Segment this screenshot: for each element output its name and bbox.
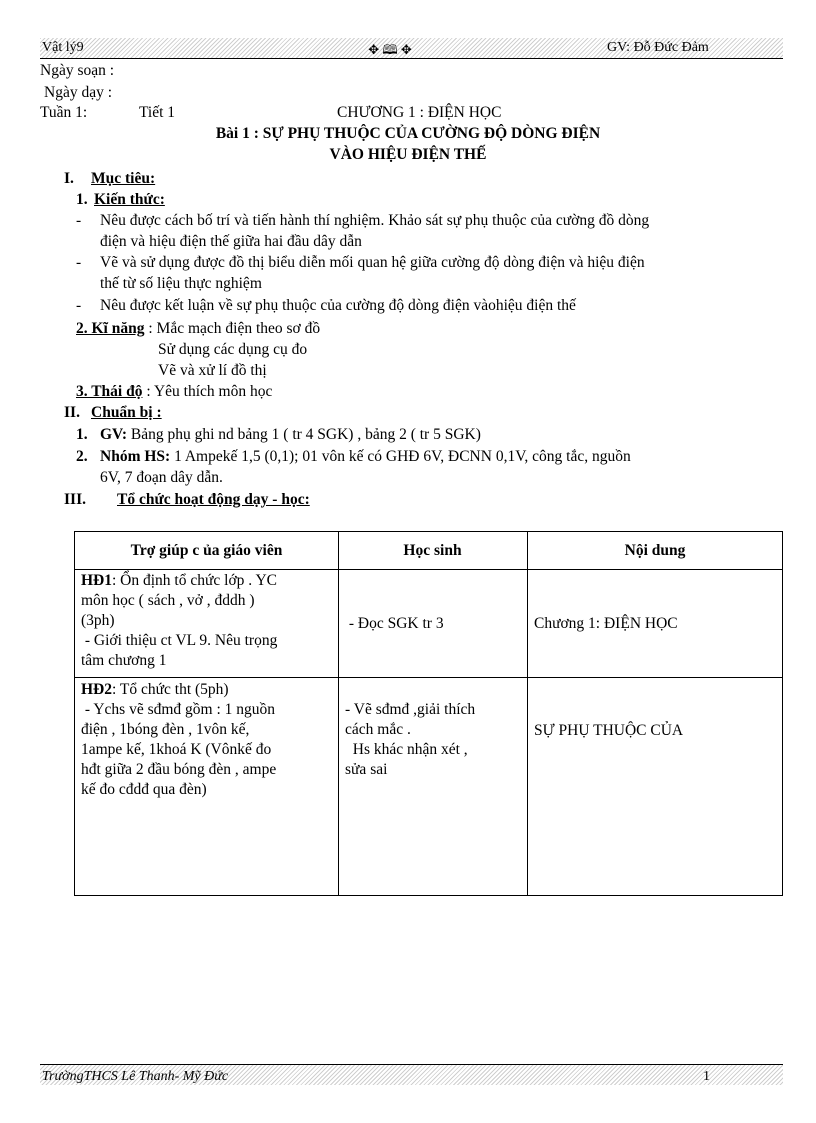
row1-teacher-line: tâm chương 1 xyxy=(81,652,167,669)
prep-item-1-text: Bảng phụ ghi nd bảng 1 ( tr 4 SGK) , bảng 2 ( tr 5 SGK) xyxy=(127,426,481,443)
prep-item-1 xyxy=(100,426,481,444)
prep-date: Ngày soạn : xyxy=(40,62,115,79)
row2-teacher-line: kế đo cđdđ qua đèn) xyxy=(81,781,207,798)
prep-item-2-text: 1 Ampekế 1,5 (0,1); 01 vôn kế có GHĐ 6V, ĐCNN 0,1V, công tắc, nguồn xyxy=(170,448,631,465)
objectives-num: I. xyxy=(64,170,74,187)
table-header-teacher: Trợ giúp c ủa giáo viên xyxy=(130,542,283,559)
period-label: Tiết 1 xyxy=(139,104,176,121)
header-subject: Vật lý9 xyxy=(42,40,84,55)
activities-table xyxy=(74,531,783,896)
row2-content-text: SỰ PHỤ THUỘC CỦA xyxy=(534,722,684,739)
prep-item-2-cont: 6V, 7 đoạn dây dẫn. xyxy=(100,469,223,486)
skills-item-1: Sử dụng các dụng cụ đo xyxy=(158,341,308,358)
row2-student-line: sửa sai xyxy=(345,761,388,778)
activities-heading: Tổ chức hoạt động dạy - học: xyxy=(117,491,310,508)
attitude-heading: 3. Thái độ xyxy=(76,383,143,400)
objectives-heading: Mục tiêu: xyxy=(91,170,156,187)
row1-teacher-label: HĐ1 xyxy=(81,572,112,589)
row2-teacher-line: hđt giữa 2 đầu bóng đèn , ampe xyxy=(81,761,277,778)
row1-teacher-line: (3ph) xyxy=(81,612,115,629)
row1-teacher-cell xyxy=(81,571,336,671)
row1-student-text: - Đọc SGK tr 3 xyxy=(345,615,444,632)
header-teacher: GV: Đỗ Đức Đảm xyxy=(607,40,709,55)
row2-student-line: Hs khác nhận xét , xyxy=(345,741,468,758)
skills-item-2: Vẽ và xử lí đồ thị xyxy=(158,362,267,379)
column-divider xyxy=(527,532,528,895)
attitude-line xyxy=(76,383,272,401)
table-header-student: Học sinh xyxy=(403,542,462,559)
row-divider xyxy=(75,569,782,570)
row2-student-line: - Vẽ sđmđ ,giải thích xyxy=(345,701,476,718)
bullet-dash: - xyxy=(76,297,82,314)
footer-school: TrườngTHCS Lê Thanh- Mỹ Đức xyxy=(42,1069,229,1084)
row2-teacher-line: điện , 1bóng đèn , 1vôn kế, xyxy=(81,721,250,738)
lesson-title-line1: Bài 1 : SỰ PHỤ THUỘC CỦA CƯỜNG ĐỘ DÒNG ĐIỆN xyxy=(215,125,601,142)
knowledge-bullet-3: Nêu được kết luận về sự phụ thuộc của cường độ dòng điện vàohiệu điện thế xyxy=(100,297,576,314)
row1-teacher-line: môn học ( sách , vở , đddh ) xyxy=(81,592,255,609)
row2-teacher-label: HĐ2 xyxy=(81,681,112,698)
knowledge-bullet-1-cont: điện và hiệu điện thế giữa hai đầu dây dẫn xyxy=(100,233,362,250)
skills-line xyxy=(76,320,320,338)
activities-num: III. xyxy=(64,491,86,508)
header-ornament: ✥ 🕮 ✥ xyxy=(368,42,412,57)
row2-teacher-text: : Tổ chức tht (5ph) xyxy=(112,681,229,698)
row2-teacher-line: 1ampe kế, 1khoá K (Vônkế đo xyxy=(81,741,272,758)
page-header xyxy=(40,38,783,59)
column-divider xyxy=(338,532,339,895)
row1-teacher-line: - Giới thiệu ct VL 9. Nêu trọng xyxy=(81,632,278,649)
knowledge-heading: Kiến thức: xyxy=(94,191,165,208)
table-header-content: Nội dung xyxy=(624,542,686,559)
row2-student-cell xyxy=(345,700,525,780)
attitude-text: : Yêu thích môn học xyxy=(142,383,273,400)
page-number: 1 xyxy=(703,1069,710,1084)
row2-teacher-cell xyxy=(81,680,336,800)
knowledge-bullet-1: Nêu được cách bố trí và tiến hành thí nghiệm. Khảo sát sự phụ thuộc của cường đồ dòng xyxy=(100,212,650,229)
lesson-title-line2: VÀO HIỆU ĐIỆN THẾ xyxy=(329,146,487,163)
bullet-dash: - xyxy=(76,212,82,229)
prep-item-2-num: 2. xyxy=(76,448,88,465)
row2-teacher-line xyxy=(81,680,336,700)
skills-heading: 2. Kĩ năng xyxy=(76,320,145,337)
teach-date: Ngày dạy : xyxy=(44,84,113,101)
knowledge-bullet-2: Vẽ và sử dụng được đồ thị biểu diễn mối quan hệ giữa cường độ dòng điện và hiệu điện xyxy=(100,254,645,271)
preparation-num: II. xyxy=(64,404,80,421)
chapter-title: CHƯƠNG 1 : ĐIỆN HỌC xyxy=(337,104,502,121)
prep-item-2 xyxy=(100,448,631,466)
prep-item-2-label: Nhóm HS: xyxy=(100,448,171,465)
row-divider xyxy=(75,677,782,678)
prep-item-1-label: GV: xyxy=(100,426,127,443)
skills-first: : Mắc mạch điện theo sơ đồ xyxy=(144,320,321,337)
page-footer xyxy=(40,1064,783,1085)
bullet-dash: - xyxy=(76,254,82,271)
knowledge-bullet-2-cont: thế từ số liệu thực nghiệm xyxy=(100,275,262,292)
prep-item-1-num: 1. xyxy=(76,426,88,443)
preparation-heading: Chuẩn bị : xyxy=(91,404,162,421)
row2-teacher-line: - Ychs vẽ sđmđ gồm : 1 nguồn xyxy=(81,701,276,718)
row1-teacher-line xyxy=(81,571,336,591)
row1-teacher-text: : Ổn định tổ chức lớp . YC xyxy=(112,572,277,589)
knowledge-num: 1. xyxy=(76,191,88,208)
row1-content-text: Chương 1: ĐIỆN HỌC xyxy=(534,615,678,632)
week-label: Tuần 1: xyxy=(40,104,88,121)
row2-student-line: cách mắc . xyxy=(345,721,411,738)
